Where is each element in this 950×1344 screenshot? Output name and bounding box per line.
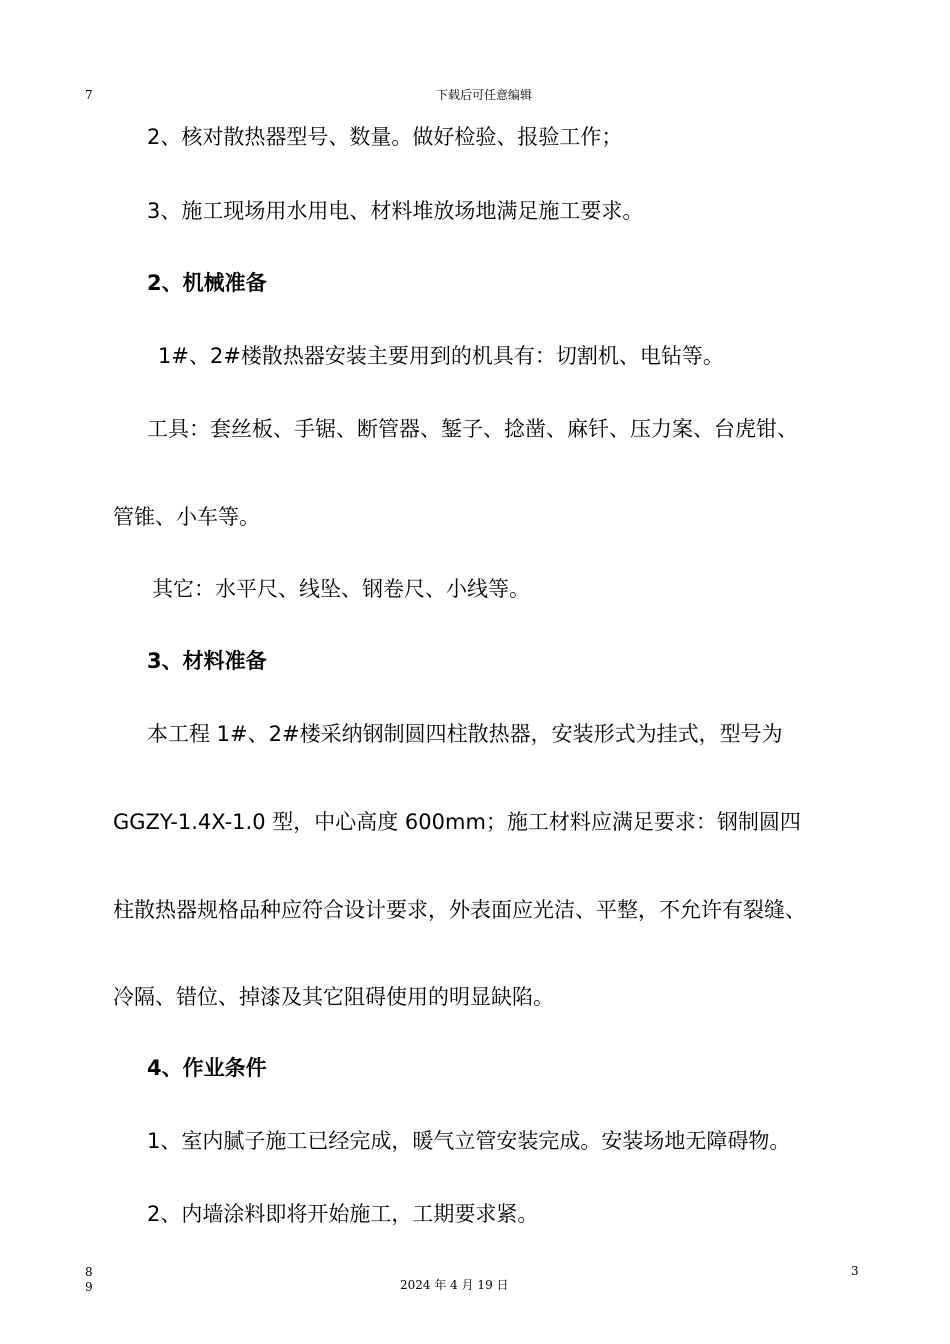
header-title: 下载后可任意编辑 xyxy=(436,88,533,102)
body-line: GGZY-1.4X-1.0 型，中心高度 600mm；施工材料应满足要求：钢制圆四 xyxy=(113,810,801,834)
section-heading: 2、机械准备 xyxy=(147,271,267,295)
body-line: 冷隔、错位、掉漆及其它阻碍使用的明显缺陷。 xyxy=(113,985,554,1009)
footer-left-top: 8 xyxy=(85,1265,93,1279)
body-line: 管锥、小车等。 xyxy=(113,505,260,529)
body-line: 其它：水平尺、线坠、钢卷尺、小线等。 xyxy=(152,577,530,601)
body-line: 1#、2#楼散热器安装主要用到的机具有：切割机、电钻等。 xyxy=(158,344,724,368)
section-heading: 3、材料准备 xyxy=(147,649,267,673)
body-line: 2、内墙涂料即将开始施工，工期要求紧。 xyxy=(147,1202,539,1226)
body-line: 1、室内腻子施工已经完成，暖气立管安装完成。安装场地无障碍物。 xyxy=(147,1129,791,1153)
body-line: 工具：套丝板、手锯、断管器、錾子、捻凿、麻钎、压力案、台虎钳、 xyxy=(147,417,798,441)
footer-date: 2024 年 4 月 19 日 xyxy=(400,1278,509,1292)
body-line: 本工程 1#、2#楼采纳钢制圆四柱散热器，安装形式为挂式，型号为 xyxy=(147,722,783,746)
body-line: 2、核对散热器型号、数量。做好检验、报验工作； xyxy=(147,125,623,149)
footer-page-number: 3 xyxy=(851,1264,859,1278)
body-line: 柱散热器规格品种应符合设计要求，外表面应光洁、平整，不允许有裂缝、 xyxy=(113,898,806,922)
header-page-mark: 7 xyxy=(85,88,93,102)
body-line: 3、施工现场用水用电、材料堆放场地满足施工要求。 xyxy=(147,199,644,223)
footer-left-bottom: 9 xyxy=(85,1280,93,1294)
section-heading: 4、作业条件 xyxy=(147,1056,267,1080)
